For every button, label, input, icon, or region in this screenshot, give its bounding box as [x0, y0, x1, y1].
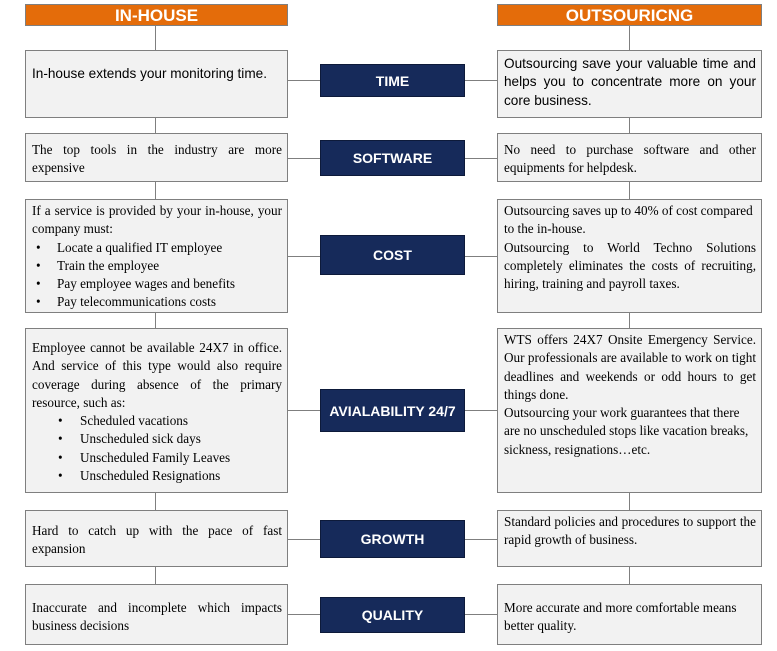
- connector-line: [155, 567, 156, 584]
- category-cost: COST: [320, 235, 465, 275]
- category-time: TIME: [320, 64, 465, 97]
- outsourcing-time-text: Outsourcing save your valuable time and helps you to concentrate more on your core business.: [504, 56, 756, 108]
- connector-line: [465, 410, 497, 411]
- inhouse-availability-list: [32, 412, 282, 485]
- category-software: SOFTWARE: [320, 140, 465, 176]
- outsourcing-availability-box: [497, 328, 762, 493]
- inhouse-cost-box: [25, 199, 288, 313]
- connector-line: [465, 539, 497, 540]
- outsourcing-cost-line: Outsourcing saves up to 40% of cost compared to the in-house.: [504, 203, 753, 237]
- connector-line: [629, 313, 630, 328]
- inhouse-availability-text: Employee cannot be available 24X7 in office. And service of this type would also require coverage during absence of the primary resource, such as:: [32, 340, 282, 410]
- inhouse-quality-text: Inaccurate and incomplete which impacts business decisions: [32, 600, 282, 634]
- list-item: • Unscheduled Resignations: [32, 467, 282, 485]
- inhouse-software-box: [25, 133, 288, 182]
- connector-line: [155, 493, 156, 510]
- inhouse-availability-box: [25, 328, 288, 493]
- outsourcing-growth-text: Standard policies and procedures to support the rapid growth of business.: [504, 514, 756, 548]
- outsourcing-availability-line: WTS offers 24X7 Onsite Emergency Service. Our professionals are available to work on tight deadlines and weekends or odd hours to get things done.: [504, 332, 756, 402]
- list-item: • Pay employee wages and benefits: [32, 275, 282, 293]
- connector-line: [629, 182, 630, 199]
- inhouse-header: IN-HOUSE: [25, 4, 288, 26]
- list-item: • Train the employee: [32, 257, 282, 275]
- inhouse-cost-text: If a service is provided by your in-house, your company must:: [32, 203, 282, 237]
- list-item: • Locate a qualified IT employee: [32, 239, 282, 257]
- outsourcing-cost-box: [497, 199, 762, 313]
- outsourcing-software-box: [497, 133, 762, 182]
- connector-line: [288, 158, 320, 159]
- outsourcing-cost-line: Outsourcing to World Techno Solutions completely eliminates the costs of recruiting, hiring, training and payroll taxes.: [504, 239, 756, 292]
- outsourcing-header: OUTSOURICNG: [497, 4, 762, 26]
- outsourcing-time-box: [497, 50, 762, 118]
- inhouse-software-text: The top tools in the industry are more expensive: [32, 142, 282, 176]
- connector-line: [155, 313, 156, 328]
- connector-line: [629, 567, 630, 584]
- connector-line: [155, 182, 156, 199]
- connector-line: [465, 80, 497, 81]
- connector-line: [288, 80, 320, 81]
- outsourcing-growth-box: [497, 510, 762, 567]
- outsourcing-quality-text: More accurate and more comfortable means better quality.: [504, 600, 737, 634]
- connector-line: [629, 26, 630, 50]
- connector-line: [629, 493, 630, 510]
- inhouse-cost-list: [32, 239, 282, 312]
- connector-line: [288, 539, 320, 540]
- outsourcing-software-text: No need to purchase software and other equipments for helpdesk.: [504, 142, 756, 176]
- list-item: • Pay telecommunications costs: [32, 293, 282, 311]
- inhouse-growth-box: [25, 510, 288, 567]
- connector-line: [155, 118, 156, 133]
- connector-line: [465, 158, 497, 159]
- inhouse-growth-text: Hard to catch up with the pace of fast expansion: [32, 523, 282, 557]
- category-quality: QUALITY: [320, 597, 465, 633]
- inhouse-time-box: [25, 50, 288, 118]
- connector-line: [465, 256, 497, 257]
- list-item: • Unscheduled Family Leaves: [32, 449, 282, 467]
- connector-line: [288, 614, 320, 615]
- category-growth: GROWTH: [320, 520, 465, 558]
- outsourcing-availability-line: Outsourcing your work guarantees that there are no unscheduled stops like vacation breaks, sickness, resignations…etc.: [504, 405, 749, 457]
- outsourcing-quality-box: [497, 584, 762, 645]
- list-item: • Scheduled vacations: [32, 412, 282, 430]
- inhouse-quality-box: [25, 584, 288, 645]
- connector-line: [288, 410, 320, 411]
- list-item: • Unscheduled sick days: [32, 430, 282, 448]
- connector-line: [288, 256, 320, 257]
- connector-line: [465, 614, 497, 615]
- inhouse-time-text: In-house extends your monitoring time.: [32, 66, 267, 81]
- connector-line: [629, 118, 630, 133]
- connector-line: [155, 26, 156, 50]
- category-availability: AVIALABILITY 24/7: [320, 389, 465, 432]
